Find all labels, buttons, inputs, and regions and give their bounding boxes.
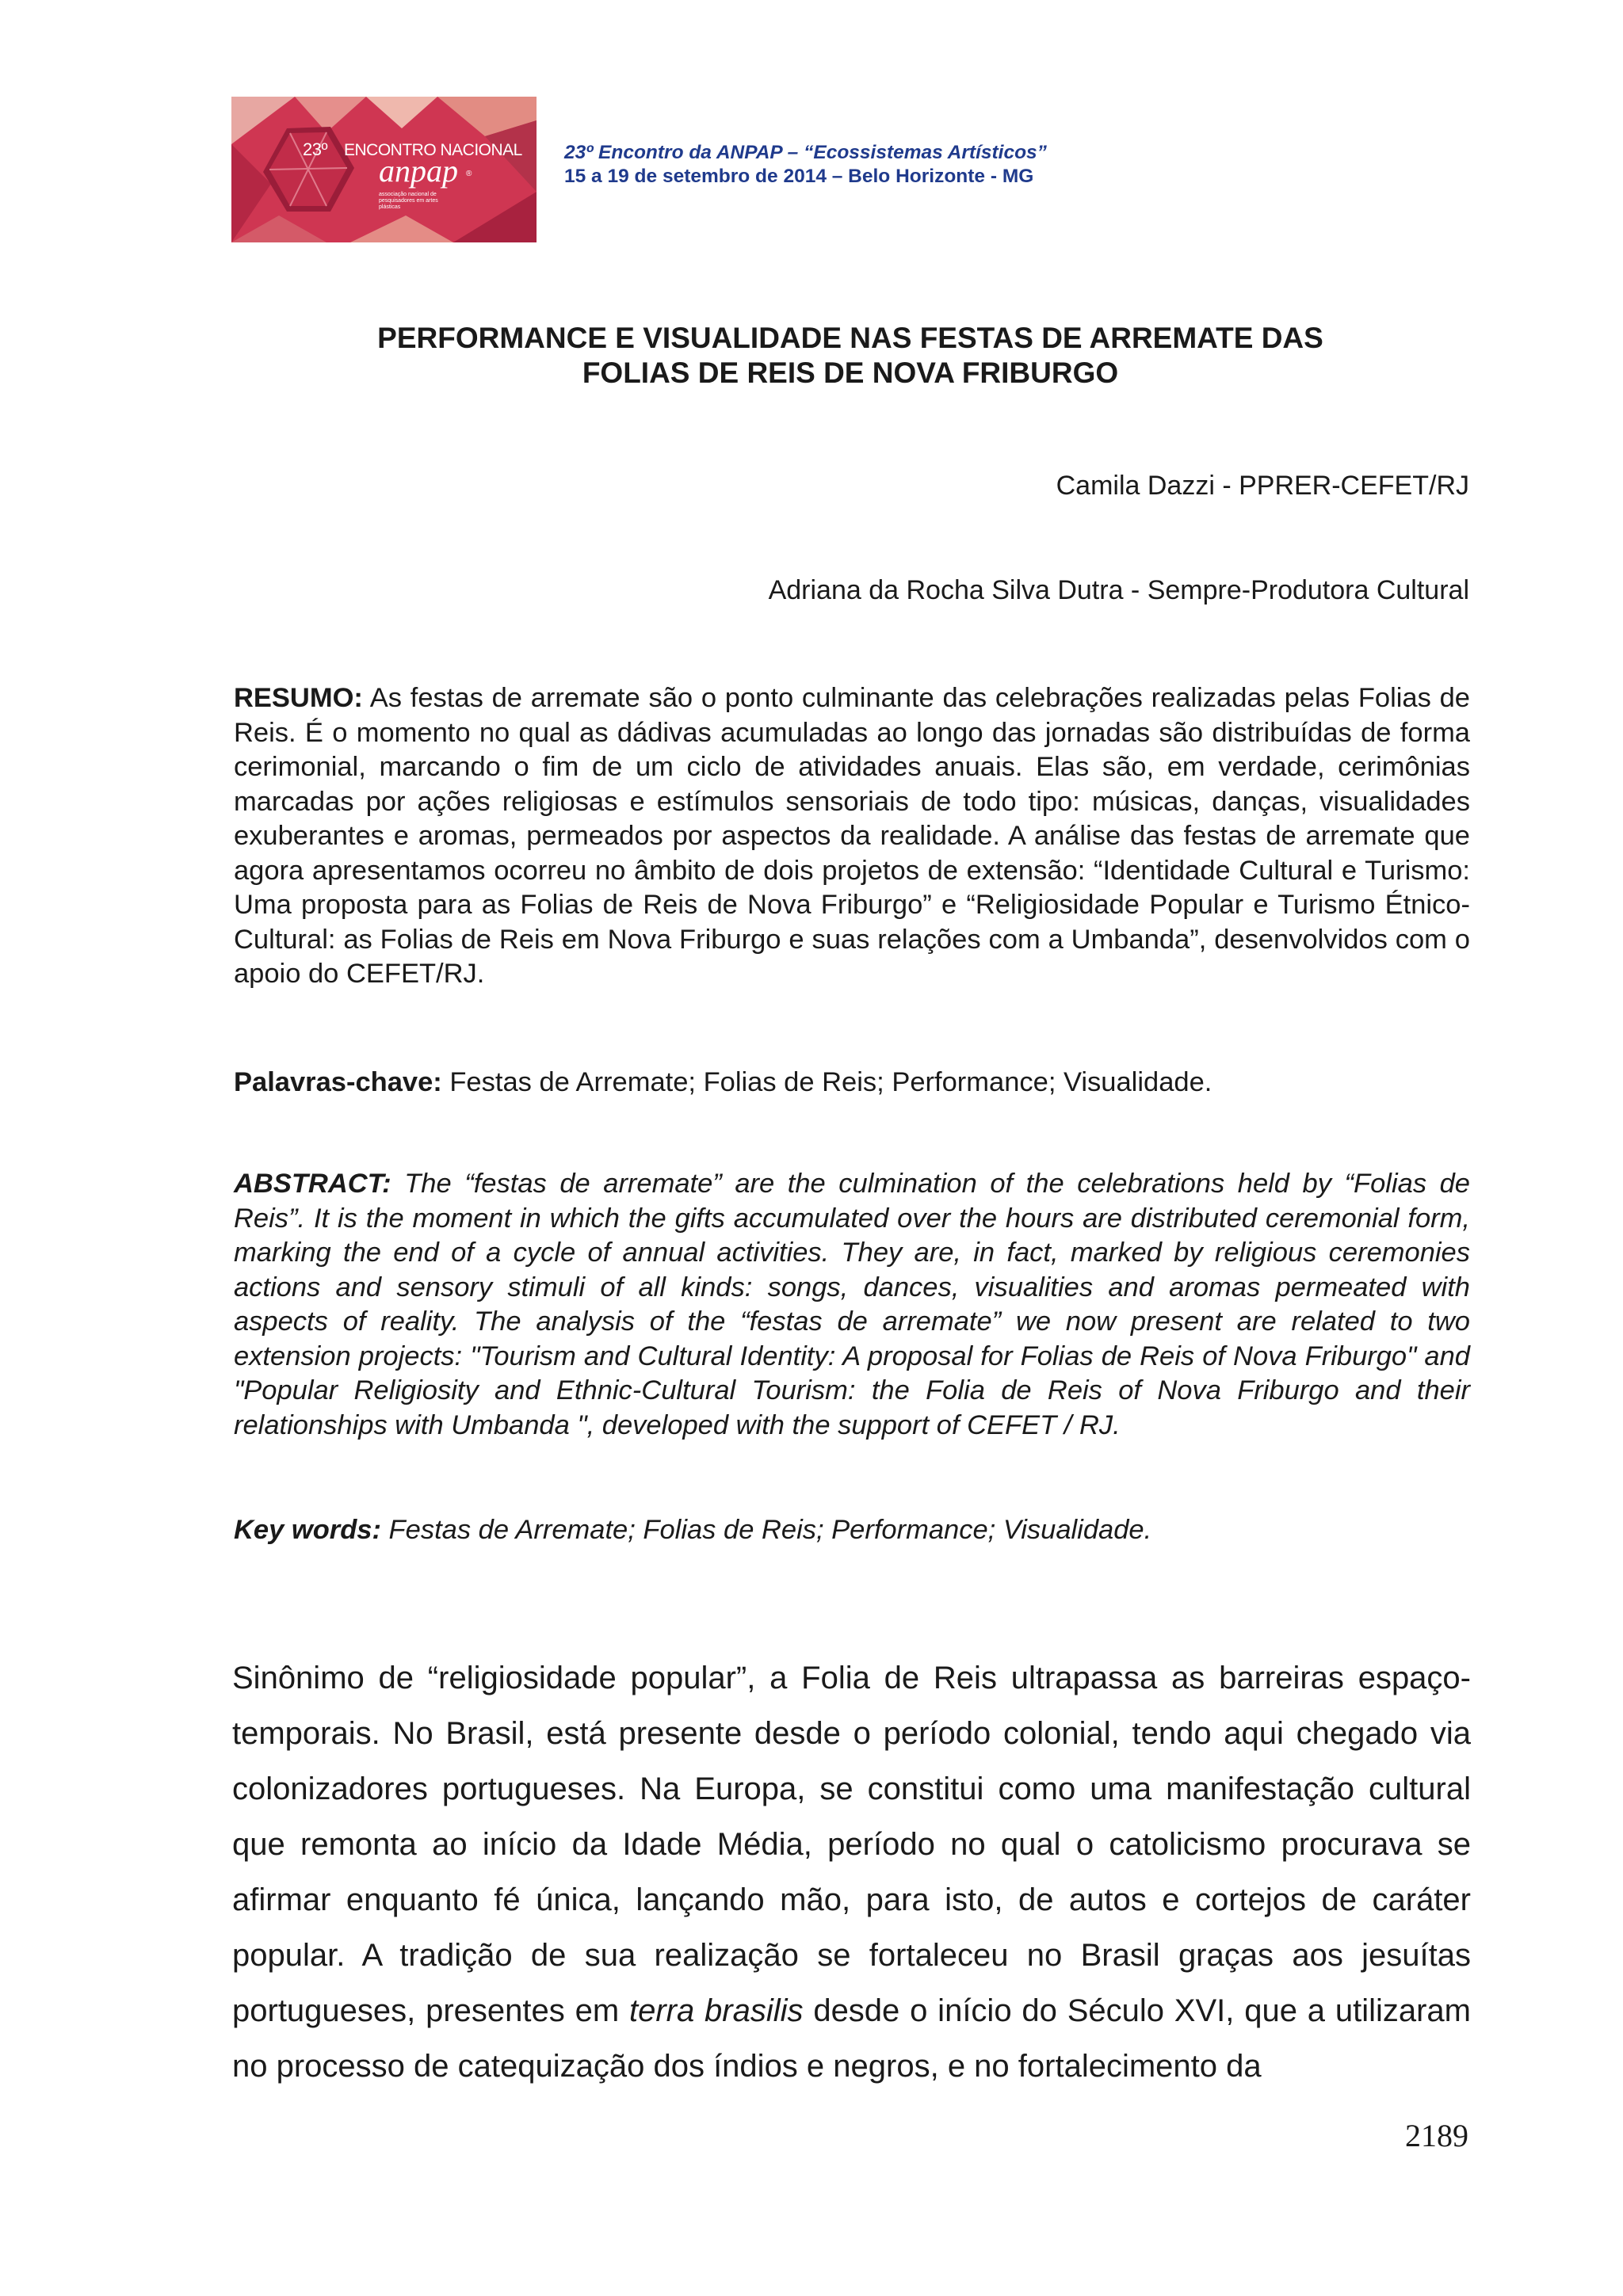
abstract-paragraph bbox=[234, 1167, 1470, 1443]
resumo-text: As festas de arremate são o ponto culminante das celebrações realizadas pelas Folias de Reis. É o momento no qual as dádivas acumuladas ao longo das jornadas são distribuídas de forma cerimonial, marcando o fim de um ciclo de atividades anuais. Elas são, em verdade, cerimônias marcadas por ações religiosas e estímulos sensoriais de todo tipo: músicas, danças, visualidades exuberantes e aromas, permeados por aspectos da realidade. A análise das festas de arremate que agora apresentamos ocorreu no âmbito de dois projetos de extensão: “Identidade Cultural e Turismo: Uma proposta para as Folias de Reis de Nova Friburgo” e “Religiosidade Popular e Turismo Étnico-Cultural: as Folias de Reis em Nova Friburgo e suas relações com a Umbanda”, desenvolvidos com o apoio do CEFET/RJ. bbox=[234, 683, 1470, 989]
logo-org-name: associação nacional de pesquisadores em artes plásticas bbox=[379, 192, 438, 210]
keywords-en-paragraph bbox=[234, 1513, 1470, 1548]
keywords-en-label: Key words: bbox=[234, 1515, 381, 1545]
keywords-en-text: Festas de Arremate; Folias de Reis; Performance; Visualidade. bbox=[380, 1515, 1152, 1545]
conference-date: 15 a 19 de setembro de 2014 – Belo Horizonte - MG bbox=[564, 166, 1034, 187]
conference-line: 23º Encontro da ANPAP – “Ecossistemas Artísticos” bbox=[564, 142, 1047, 163]
keywords-pt-paragraph bbox=[234, 1066, 1470, 1100]
keywords-pt-text: Festas de Arremate; Folias de Reis; Performance; Visualidade. bbox=[441, 1067, 1212, 1097]
logo-registered-mark: ® bbox=[466, 170, 472, 178]
abstract-label: ABSTRACT: bbox=[234, 1169, 391, 1199]
author-1: Camila Dazzi - PPRER-CEFET/RJ bbox=[1056, 471, 1469, 501]
keywords-pt-label: Palavras-chave: bbox=[234, 1067, 442, 1097]
body-paragraph bbox=[232, 1650, 1471, 2094]
anpap-logo bbox=[231, 97, 537, 242]
resumo-label: RESUMO: bbox=[234, 683, 363, 713]
body-text-part-1: Sinônimo de “religiosidade popular”, a Folia de Reis ultrapassa as barreiras espaço-temporais. No Brasil, está presente desde o período colonial, tendo aqui chegado via colonizadores portugueses. Na Europa, se constitui como uma manifestação cultural que remonta ao início da Idade Média, período no qual o catolicismo procurava se afirmar enquanto fé única, lançando mão, para isto, de autos e cortejos de caráter popular. A tradição de sua realização se fortaleceu no Brasil graças aos jesuítas portugueses, presentes em bbox=[232, 1661, 1471, 2028]
conference-header bbox=[564, 141, 1047, 189]
paper-title-line-1: PERFORMANCE E VISUALIDADE NAS FESTAS DE ARREMATE DAS bbox=[377, 322, 1323, 354]
paper-title-line-2: FOLIAS DE REIS DE NOVA FRIBURGO bbox=[582, 357, 1119, 389]
resumo-paragraph bbox=[234, 681, 1470, 992]
page-number: 2189 bbox=[1405, 2118, 1468, 2153]
body-text-italic: terra brasilis bbox=[628, 1993, 804, 2028]
abstract-text: The “festas de arremate” are the culmination of the celebrations held by “Folias de Reis”. It is the moment in which the gifts accumulated over the hours are distributed ceremonial form, marking the end of a cycle of annual activities. They are, in fact, marked by religious ceremonies actions and sensory stimuli of all kinds: songs, dances, visualities and aromas permeated with aspects of reality. The analysis of the “festas de arremate” we now present are related to two extension projects: "Tourism and Cultural Identity: A proposal for Folias de Reis of Nova Friburgo" and "Popular Religiosity and Ethnic-Cultural Tourism: the Folia de Reis of Nova Friburgo and their relationships with Umbanda ", developed with the support of CEFET / RJ. bbox=[234, 1169, 1470, 1440]
body-text-part-2: desde o início do Século XVI, que a utilizaram no processo de catequização dos índios e negros, e no fortalecimento da bbox=[232, 1993, 1471, 2084]
logo-event-name: ENCONTRO NACIONAL bbox=[344, 141, 522, 159]
author-2: Adriana da Rocha Silva Dutra - Sempre-Produtora Cultural bbox=[768, 575, 1469, 605]
paper-title bbox=[231, 321, 1469, 391]
logo-brand: anpap bbox=[379, 153, 458, 189]
logo-edition: 23º bbox=[303, 139, 328, 159]
